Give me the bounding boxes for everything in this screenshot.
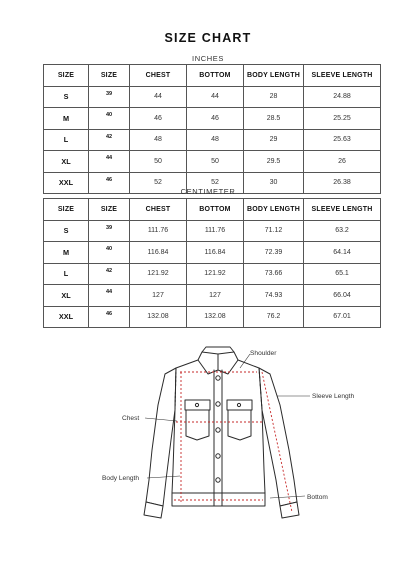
table-row bbox=[44, 151, 381, 173]
size-cell: XL bbox=[44, 285, 89, 307]
size-cell: L bbox=[44, 263, 89, 285]
inches-label: INCHES bbox=[192, 54, 224, 63]
button bbox=[195, 403, 198, 406]
bottom-cell: 48 bbox=[187, 129, 244, 151]
body-length-cell: 29 bbox=[244, 129, 304, 151]
shirt-illustration bbox=[0, 330, 416, 586]
header-chest: CHEST bbox=[130, 199, 187, 221]
chest-cell: 44 bbox=[130, 86, 187, 108]
body-length-cell: 28.5 bbox=[244, 108, 304, 130]
bottom-cell: 52 bbox=[187, 172, 244, 194]
size-cell: XL bbox=[44, 151, 89, 173]
table-row bbox=[44, 220, 381, 242]
button bbox=[216, 428, 220, 432]
header-size: SIZE bbox=[44, 65, 89, 87]
shirt-hem bbox=[172, 493, 265, 506]
size-number-cell: 46 bbox=[89, 172, 130, 194]
table-header-row bbox=[44, 199, 381, 221]
table-row bbox=[44, 285, 381, 307]
sleeve-length-cell: 26.38 bbox=[304, 172, 381, 194]
body-length-cell: 74.93 bbox=[244, 285, 304, 307]
header-body-length: BODY LENGTH bbox=[244, 65, 304, 87]
chest-cell: 52 bbox=[130, 172, 187, 194]
header-sleeve-length: SLEEVE LENGTH bbox=[304, 199, 381, 221]
size-cell: S bbox=[44, 220, 89, 242]
body-length-label: Body Length bbox=[102, 475, 140, 482]
sleeve-length-cell: 66.04 bbox=[304, 285, 381, 307]
chest-cell: 48 bbox=[130, 129, 187, 151]
left-pocket bbox=[186, 406, 209, 440]
button bbox=[216, 478, 220, 482]
button bbox=[237, 403, 240, 406]
chest-cell: 111.76 bbox=[130, 220, 187, 242]
bottom-cell: 50 bbox=[187, 151, 244, 173]
centimeter-size-table bbox=[43, 198, 381, 328]
shirt-measurement-diagram bbox=[0, 330, 416, 586]
page-title: SIZE CHART bbox=[164, 31, 252, 45]
chest-cell: 46 bbox=[130, 108, 187, 130]
size-cell: M bbox=[44, 242, 89, 264]
size-cell: L bbox=[44, 129, 89, 151]
table-header-row bbox=[44, 65, 381, 87]
button bbox=[216, 454, 220, 458]
size-cell: XXL bbox=[44, 172, 89, 194]
size-cell: XXL bbox=[44, 306, 89, 328]
sleeve-length-cell: 67.01 bbox=[304, 306, 381, 328]
size-number-cell: 44 bbox=[89, 151, 130, 173]
chest-cell: 132.08 bbox=[130, 306, 187, 328]
sleeve-length-cell: 63.2 bbox=[304, 220, 381, 242]
right-pocket bbox=[228, 406, 251, 440]
size-cell: M bbox=[44, 108, 89, 130]
left-sleeve bbox=[146, 368, 176, 506]
chest-cell: 50 bbox=[130, 151, 187, 173]
inches-rows bbox=[44, 86, 381, 194]
size-number-cell: 40 bbox=[89, 108, 130, 130]
button bbox=[216, 402, 220, 406]
shirt-outline bbox=[144, 347, 299, 518]
sleeve-length-cell: 25.25 bbox=[304, 108, 381, 130]
size-number-cell: 42 bbox=[89, 263, 130, 285]
collar-stand bbox=[202, 347, 234, 352]
body-length-cell: 28 bbox=[244, 86, 304, 108]
table-row bbox=[44, 306, 381, 328]
header-size: SIZE bbox=[44, 199, 89, 221]
chest-cell: 116.84 bbox=[130, 242, 187, 264]
table-row bbox=[44, 86, 381, 108]
bottom-cell: 46 bbox=[187, 108, 244, 130]
body-length-cell: 71.12 bbox=[244, 220, 304, 242]
body-length-cell: 73.66 bbox=[244, 263, 304, 285]
body-length-cell: 72.39 bbox=[244, 242, 304, 264]
centimeter-rows bbox=[44, 220, 381, 328]
header-bottom: BOTTOM bbox=[187, 199, 244, 221]
bottom-cell: 116.84 bbox=[187, 242, 244, 264]
button bbox=[216, 376, 220, 380]
bottom-cell: 121.92 bbox=[187, 263, 244, 285]
bottom-cell: 127 bbox=[187, 285, 244, 307]
header-size-number: SIZE bbox=[89, 65, 130, 87]
body-length-cell: 76.2 bbox=[244, 306, 304, 328]
header-body-length: BODY LENGTH bbox=[244, 199, 304, 221]
size-cell: S bbox=[44, 86, 89, 108]
chest-cell: 121.92 bbox=[130, 263, 187, 285]
table-row bbox=[44, 263, 381, 285]
sleeve-length-cell: 25.63 bbox=[304, 129, 381, 151]
body-length-cell: 29.5 bbox=[244, 151, 304, 173]
sleeve-length-label: Sleeve Length bbox=[312, 393, 355, 400]
header-sleeve-length: SLEEVE LENGTH bbox=[304, 65, 381, 87]
header-chest: CHEST bbox=[130, 65, 187, 87]
sleeve-length-cell: 64.14 bbox=[304, 242, 381, 264]
bottom-cell: 111.76 bbox=[187, 220, 244, 242]
bottom-cell: 44 bbox=[187, 86, 244, 108]
body-length-cell: 30 bbox=[244, 172, 304, 194]
size-number-cell: 44 bbox=[89, 285, 130, 307]
header-size-number: SIZE bbox=[89, 199, 130, 221]
sleeve-length-cell: 65.1 bbox=[304, 263, 381, 285]
size-number-cell: 39 bbox=[89, 220, 130, 242]
size-number-cell: 40 bbox=[89, 242, 130, 264]
centimeter-label: CENTIMETER bbox=[180, 187, 236, 196]
size-number-cell: 42 bbox=[89, 129, 130, 151]
shoulder-label: Shoulder bbox=[250, 350, 277, 357]
bottom-cell: 132.08 bbox=[187, 306, 244, 328]
header-bottom: BOTTOM bbox=[187, 65, 244, 87]
sleeve-length-cell: 26 bbox=[304, 151, 381, 173]
inches-size-table bbox=[43, 64, 381, 194]
table-row bbox=[44, 108, 381, 130]
size-number-cell: 39 bbox=[89, 86, 130, 108]
table-row bbox=[44, 242, 381, 264]
table-row bbox=[44, 129, 381, 151]
chest-cell: 127 bbox=[130, 285, 187, 307]
bottom-label: Bottom bbox=[307, 494, 328, 501]
size-number-cell: 46 bbox=[89, 306, 130, 328]
sleeve-length-cell: 24.88 bbox=[304, 86, 381, 108]
chest-label: Chest bbox=[122, 415, 140, 422]
